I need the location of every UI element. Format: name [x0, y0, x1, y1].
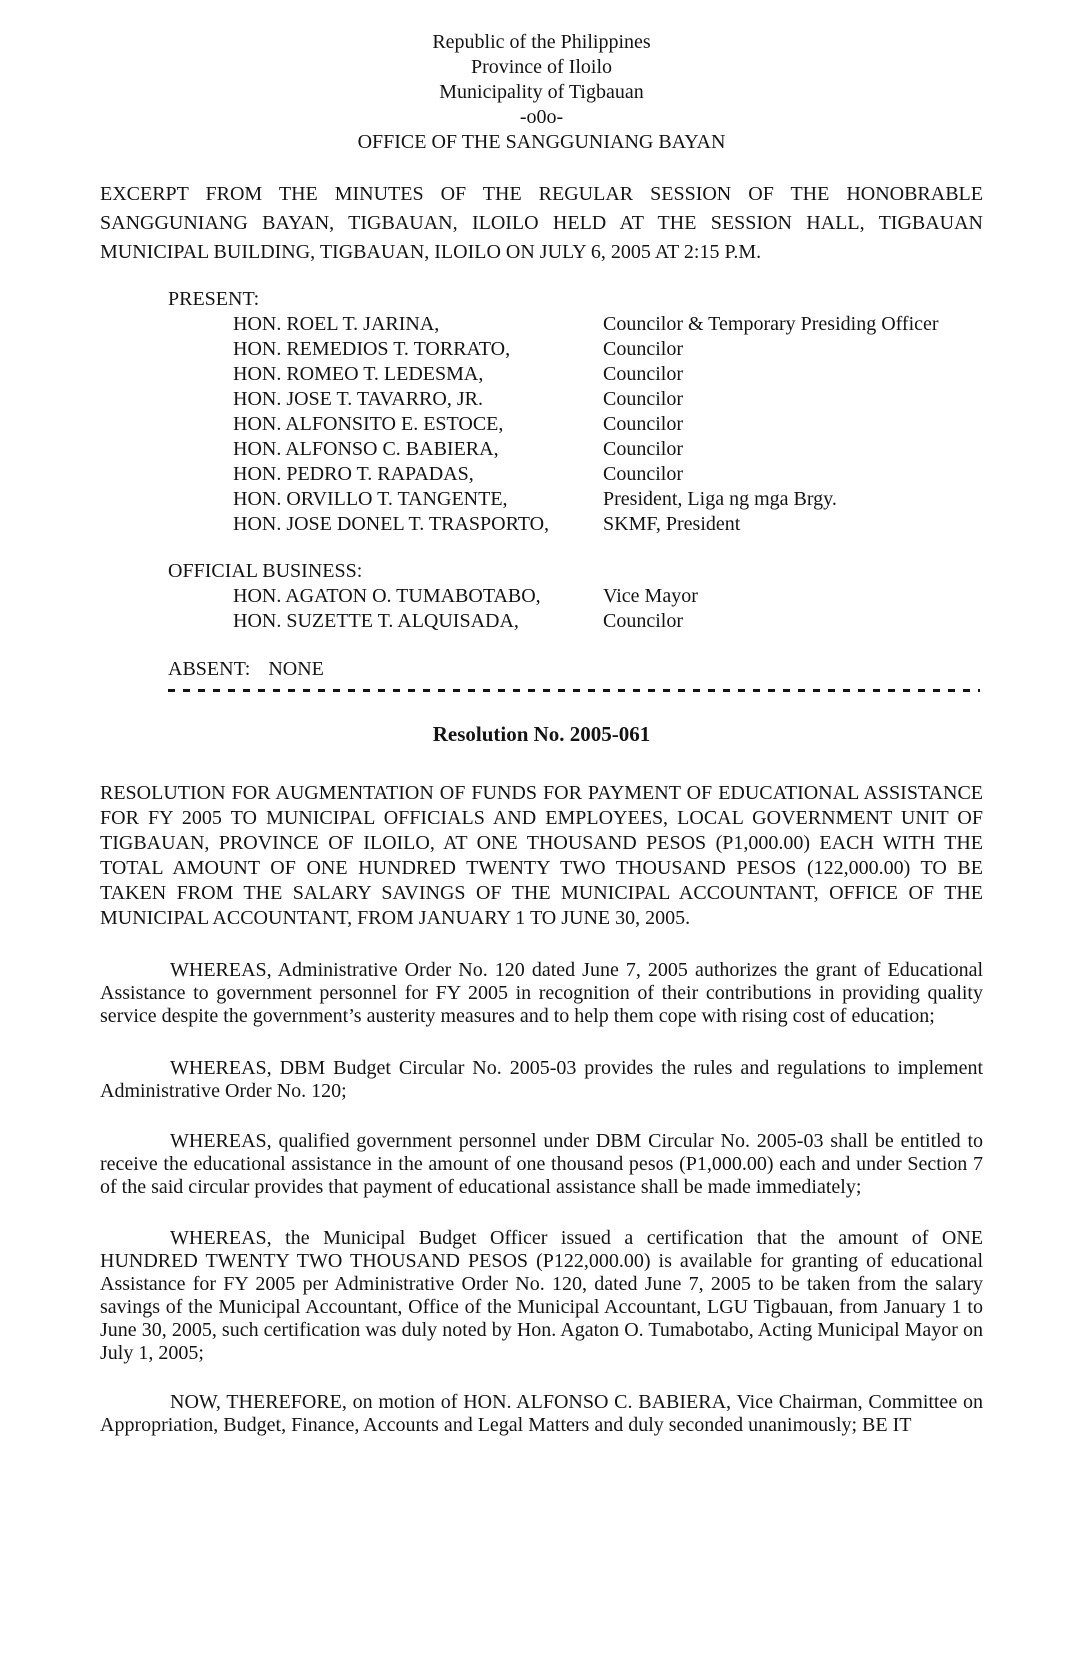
whereas-paragraph-2: WHEREAS, DBM Budget Circular No. 2005-03 provides the rules and regulations to implement Administrative Order No. 120;: [100, 1057, 983, 1102]
member-name: HON. AGATON O. TUMABOTABO,: [233, 585, 541, 607]
member-row: [100, 362, 983, 387]
header-republic-line: Republic of the Philippines: [432, 31, 651, 53]
member-name: HON. REMEDIOS T. TORRATO,: [233, 338, 511, 360]
member-name: HON. JOSE DONEL T. TRASPORTO,: [233, 513, 550, 535]
member-title: SKMF, President: [603, 513, 741, 535]
official-business-label: OFFICIAL BUSINESS:: [168, 560, 363, 582]
absent-value: NONE: [268, 658, 324, 680]
whereas-paragraph-1: WHEREAS, Administrative Order No. 120 dated June 7, 2005 authorizes the grant of Educational Assistance to government personnel for FY 2005 in recognition of their contributions in providing quality service despite the government’s austerity measures and to help them cope with rising cost of education;: [100, 959, 983, 1027]
member-title: Councilor: [603, 363, 683, 385]
resolution-title-paragraph: RESOLUTION FOR AUGMENTATION OF FUNDS FOR PAYMENT OF EDUCATIONAL ASSISTANCE FOR FY 2005 TO MUNICIPAL OFFICIALS AND EMPLOYEES, LOCAL GOVERNMENT UNIT OF TIGBAUAN, PROVINCE OF ILOILO, AT ONE THOUSAND PESOS (P1,000.00) EACH WITH THE TOTAL AMOUNT OF ONE HUNDRED TWENTY TWO THOUSAND PESOS (122,000.00) TO BE TAKEN FROM THE SALARY SAVINGS OF THE MUNICIPAL ACCOUNTANT, OFFICE OF THE MUNICIPAL ACCOUNTANT, FROM JANUARY 1 TO JUNE 30, 2005.: [100, 782, 983, 929]
header-province-line: Province of Iloilo: [470, 56, 613, 78]
dashed-divider: [168, 689, 980, 692]
member-title: Councilor: [603, 413, 683, 435]
member-name: HON. ORVILLO T. TANGENTE,: [233, 488, 508, 510]
whereas-paragraph-4: WHEREAS, the Municipal Budget Officer issued a certification that the amount of ONE HUNDRED TWENTY TWO THOUSAND PESOS (P122,000.00) is available for granting of educational Assistance for FY 2005 per Administrative Order No. 120, dated June 7, 2005 to be taken from the salary savings of the Municipal Accountant, Office of the Municipal Accountant, LGU Tigbauan, from January 1 to June 30, 2005, such certification was duly noted by Hon. Agaton O. Tumabotabo, Acting Municipal Mayor on July 1, 2005;: [100, 1227, 983, 1364]
absent-line: [100, 657, 983, 682]
member-row: [100, 337, 983, 362]
member-row: [100, 412, 983, 437]
member-name: HON. ROMEO T. LEDESMA,: [233, 363, 484, 385]
member-name: HON. ALFONSITO E. ESTOCE,: [233, 413, 504, 435]
member-name: HON. ALFONSO C. BABIERA,: [233, 438, 499, 460]
member-title: Councilor: [603, 438, 683, 460]
member-row: [100, 584, 983, 609]
excerpt-paragraph: EXCERPT FROM THE MINUTES OF THE REGULAR SESSION OF THE HONOBRABLE SANGGUNIANG BAYAN, TIGBAUAN, ILOILO HELD AT THE SESSION HALL, TIGBAUAN MUNICIPAL BUILDING, TIGBAUAN, ILOILO ON JULY 6, 2005 AT 2:15 P.M.: [100, 183, 983, 263]
member-row: [100, 512, 983, 537]
header-office-line: OFFICE OF THE SANGGUNIANG BAYAN: [357, 131, 726, 153]
present-section: [100, 287, 983, 537]
member-name: HON. SUZETTE T. ALQUISADA,: [233, 610, 519, 632]
member-name: HON. PEDRO T. RAPADAS,: [233, 463, 474, 485]
document-header: [100, 30, 983, 155]
member-title: Councilor: [603, 463, 683, 485]
member-title: Councilor: [603, 610, 683, 632]
resolution-number: Resolution No. 2005-061: [432, 722, 651, 746]
member-row: [100, 609, 983, 634]
whereas-paragraph-3: WHEREAS, qualified government personnel under DBM Circular No. 2005-03 shall be entitled to receive the educational assistance in the amount of one thousand pesos (P1,000.00) each and under Section 7 of the said circular provides that payment of educational assistance shall be made immediately;: [100, 1130, 983, 1198]
absent-label: ABSENT:: [168, 658, 251, 680]
member-row: [100, 462, 983, 487]
present-label: PRESENT:: [168, 288, 260, 310]
member-row: [100, 387, 983, 412]
member-row: [100, 312, 983, 337]
member-title: Vice Mayor: [603, 585, 698, 607]
member-name: HON. ROEL T. JARINA,: [233, 313, 440, 335]
member-row: [100, 437, 983, 462]
member-name: HON. JOSE T. TAVARRO, JR.: [233, 388, 483, 410]
member-title: Councilor & Temporary Presiding Officer: [603, 313, 939, 335]
therefore-paragraph: NOW, THEREFORE, on motion of HON. ALFONSO C. BABIERA, Vice Chairman, Committee on Appropriation, Budget, Finance, Accounts and Legal Matters and duly seconded unanimously; BE IT: [100, 1391, 983, 1436]
member-title: President, Liga ng mga Brgy.: [603, 488, 837, 510]
header-separator-line: -o0o-: [519, 106, 564, 128]
official-business-section: [100, 559, 983, 634]
member-row: [100, 487, 983, 512]
member-title: Councilor: [603, 388, 683, 410]
header-municipality-line: Municipality of Tigbauan: [439, 81, 644, 103]
member-title: Councilor: [603, 338, 683, 360]
